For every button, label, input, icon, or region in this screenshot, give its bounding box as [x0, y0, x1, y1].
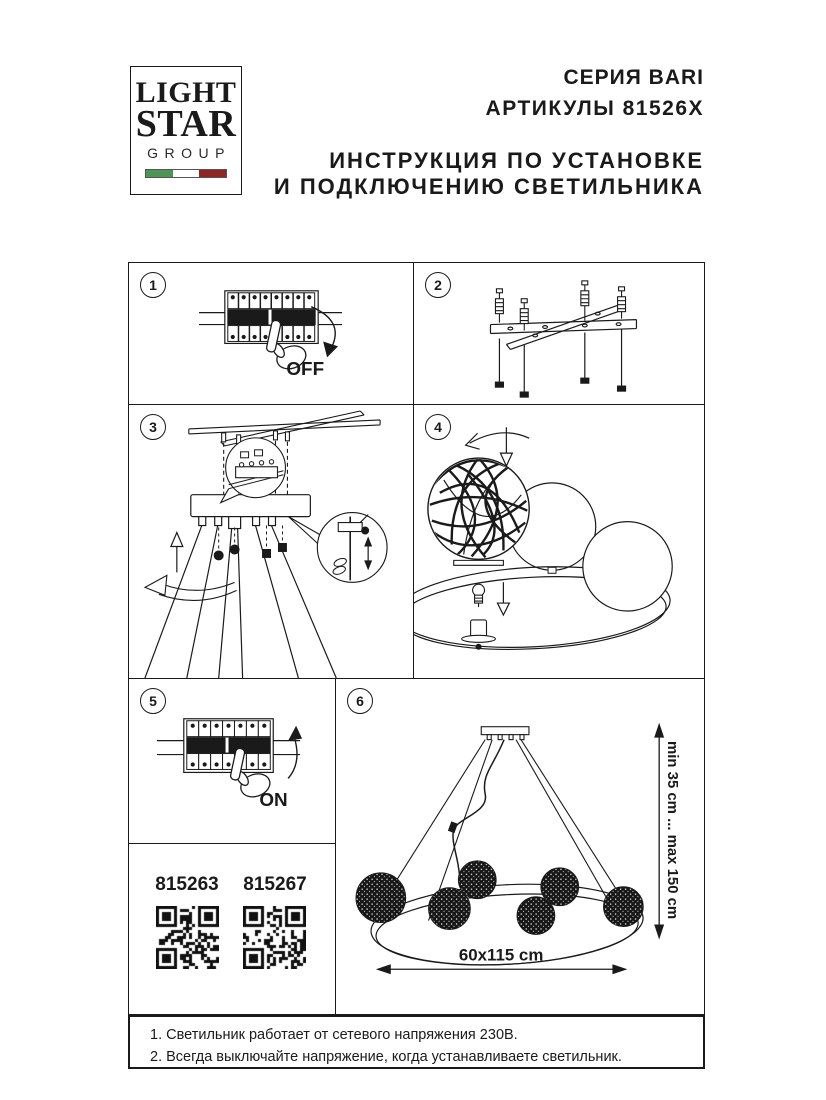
breaker-bottom-modules	[187, 754, 270, 770]
step-number-badge	[425, 272, 451, 298]
cable-adjustment-detail-circle	[288, 513, 387, 583]
step-number-badge	[425, 414, 451, 440]
step-panel-4	[414, 405, 704, 679]
series-title: СЕРИЯ BARI	[563, 66, 704, 89]
breaker-top-modules	[187, 721, 270, 737]
step-number: 3	[149, 419, 157, 435]
width-dimension-label: 60x115 cm	[458, 945, 544, 965]
flag-red-segment	[199, 170, 226, 177]
step-panel-1	[129, 263, 414, 405]
logo-word-group: GROUP	[147, 145, 231, 162]
step-panel-2	[414, 263, 704, 405]
qr-code	[243, 906, 306, 969]
ceiling-plate	[481, 727, 529, 740]
instruction-line-1: ИНСТРУКЦИЯ ПО УСТАНОВКЕ	[329, 148, 704, 173]
step-number-badge	[140, 688, 166, 714]
step-panel-6	[336, 679, 704, 1014]
cord-connector	[448, 821, 458, 833]
turn-on-arrow-icon	[288, 726, 302, 779]
glass-sphere	[583, 522, 672, 611]
height-dimension-label: min 35 cm ... max 150 cm	[664, 741, 681, 920]
breaker-top-modules	[228, 293, 315, 309]
step-number: 2	[434, 277, 442, 293]
article-codes-panel	[129, 844, 336, 1014]
assembled-chandelier-illustration	[336, 679, 704, 1014]
qr-code	[156, 906, 219, 969]
canopy-wiring-illustration	[129, 405, 413, 678]
suspension-cables	[145, 526, 336, 678]
lightstar-logo	[130, 66, 242, 195]
width-dimension	[376, 945, 627, 974]
articles-title: АРТИКУЛЫ 81526X	[485, 97, 704, 120]
step-number-badge	[347, 688, 373, 714]
woven-shade-balls	[356, 861, 643, 935]
step-number: 6	[356, 693, 364, 709]
flag-green-segment	[146, 170, 173, 177]
step-number: 1	[149, 277, 157, 293]
anchors-and-screws	[495, 281, 625, 397]
bulb-icon	[473, 584, 485, 607]
flag-white-segment	[173, 170, 200, 177]
step-panel-5	[129, 679, 336, 844]
instruction-title	[274, 148, 704, 200]
header	[274, 66, 704, 200]
on-label: ON	[259, 790, 288, 812]
step-panel-3	[129, 405, 414, 679]
article-code: 815267	[243, 874, 307, 895]
instruction-line-2: И ПОДКЛЮЧЕНИЮ СВЕТИЛЬНИКА	[273, 173, 704, 199]
ceiling-canopy	[191, 495, 311, 517]
rotate-arrow-icon	[466, 433, 530, 449]
step-number: 5	[149, 693, 157, 709]
circuit-breaker-off-illustration	[129, 263, 413, 404]
logo-word-light: LIGHT	[135, 76, 237, 109]
steps-grid	[128, 262, 705, 1015]
article-code: 815263	[155, 874, 219, 895]
shades-and-bulb-illustration	[414, 405, 704, 678]
footer-note-1: 1. Светильник работает от сетевого напряжения 230В.	[150, 1027, 518, 1043]
footer-notes	[128, 1015, 705, 1069]
lift-and-rotate-arrow-icon	[145, 533, 237, 601]
off-label: OFF	[286, 358, 325, 380]
logo-word-star: STAR	[135, 103, 237, 145]
footer-note-2: 2. Всегда выключайте напряжение, когда устанавливаете светильник.	[150, 1049, 622, 1065]
bulb-arrow-icon	[497, 582, 509, 615]
step-number-badge	[140, 272, 166, 298]
italian-flag-bar	[145, 169, 227, 178]
height-dimension	[654, 723, 680, 940]
step-number: 4	[434, 419, 442, 435]
step-number-badge	[140, 414, 166, 440]
mounting-brackets-illustration	[414, 263, 704, 404]
